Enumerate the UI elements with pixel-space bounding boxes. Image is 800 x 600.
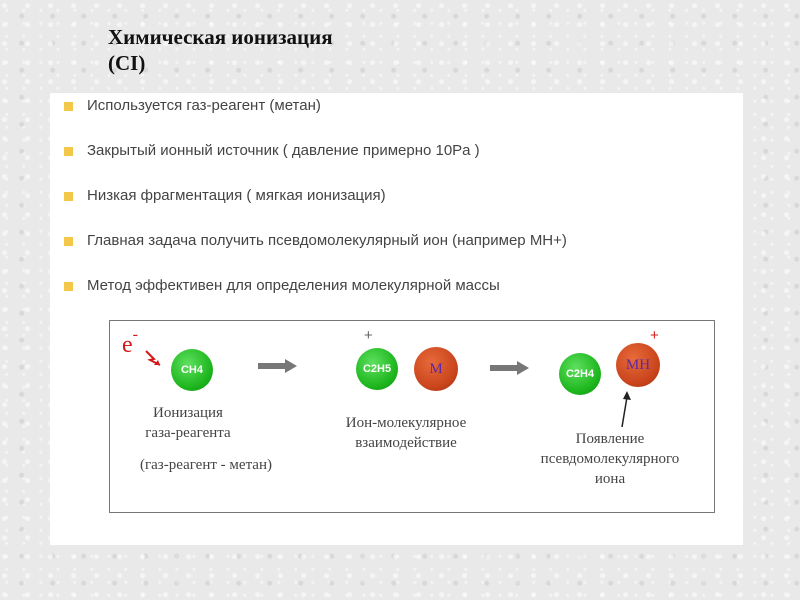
arrow-right-icon: [258, 359, 298, 373]
bullet-square-icon: [64, 147, 73, 156]
bullet-item: [64, 95, 567, 140]
bullet-square-icon: [64, 192, 73, 201]
title-line-2: (CI): [108, 51, 146, 75]
mh-ion: [616, 343, 660, 387]
bullet-square-icon: [64, 282, 73, 291]
arrow-up-icon: [618, 391, 632, 429]
bullet-text: Метод эффективен для определения молекулярной массы: [87, 277, 500, 294]
electron-symbol: [122, 327, 138, 357]
ch4-molecule: [171, 349, 213, 391]
step1-caption: [138, 403, 238, 443]
ch4-label: CH4: [180, 364, 203, 376]
electron-charge: -: [132, 326, 138, 343]
bullet-square-icon: [64, 102, 73, 111]
bullet-text: Используется газ-реагент (метан): [87, 97, 321, 114]
bullet-square-icon: [64, 237, 73, 246]
m-molecule: [414, 347, 458, 391]
bullet-text: Низкая фрагментация ( мягкая ионизация): [87, 187, 386, 204]
c2h5-charge: +: [364, 327, 373, 344]
c2h5-label: C2H5: [362, 363, 392, 375]
bullet-item: [64, 275, 567, 320]
arrow-right-icon: [490, 361, 530, 375]
m-label: M: [429, 360, 443, 377]
c2h4-molecule: [559, 353, 601, 395]
bullet-list: [64, 95, 567, 320]
bullet-item: [64, 185, 567, 230]
step1-line2: газа-реагента: [145, 425, 231, 441]
step1-note: (газ-реагент - метан): [140, 457, 272, 473]
mh-label: MH: [625, 356, 651, 373]
step2-line1: Ион-молекулярное: [345, 415, 467, 431]
step2-caption: [326, 413, 486, 453]
mh-charge: +: [650, 327, 659, 344]
c2h4-label: C2H4: [565, 368, 595, 380]
bullet-item: [64, 230, 567, 275]
electron-letter: e: [122, 332, 133, 358]
step3-line1: Появление: [575, 431, 645, 447]
step3-line3: иона: [594, 471, 626, 487]
step1-line1: Ионизация: [153, 405, 223, 421]
slide-title: [108, 24, 333, 76]
c2h5-ion: [356, 348, 398, 390]
bullet-item: [64, 140, 567, 185]
step3-line2: псевдомолекулярного: [540, 451, 680, 467]
bullet-text: Закрытый ионный источник ( давление примерно 10Pa ): [87, 142, 480, 159]
title-line-1: Химическая ионизация: [108, 25, 333, 49]
lightning-icon: [144, 349, 170, 367]
bullet-text: Главная задача получить псевдомолекулярный ион (например MH+): [87, 232, 567, 249]
ionization-diagram: [109, 320, 715, 513]
step2-line2: взаимодействие: [355, 435, 457, 451]
step3-caption: [520, 429, 700, 489]
